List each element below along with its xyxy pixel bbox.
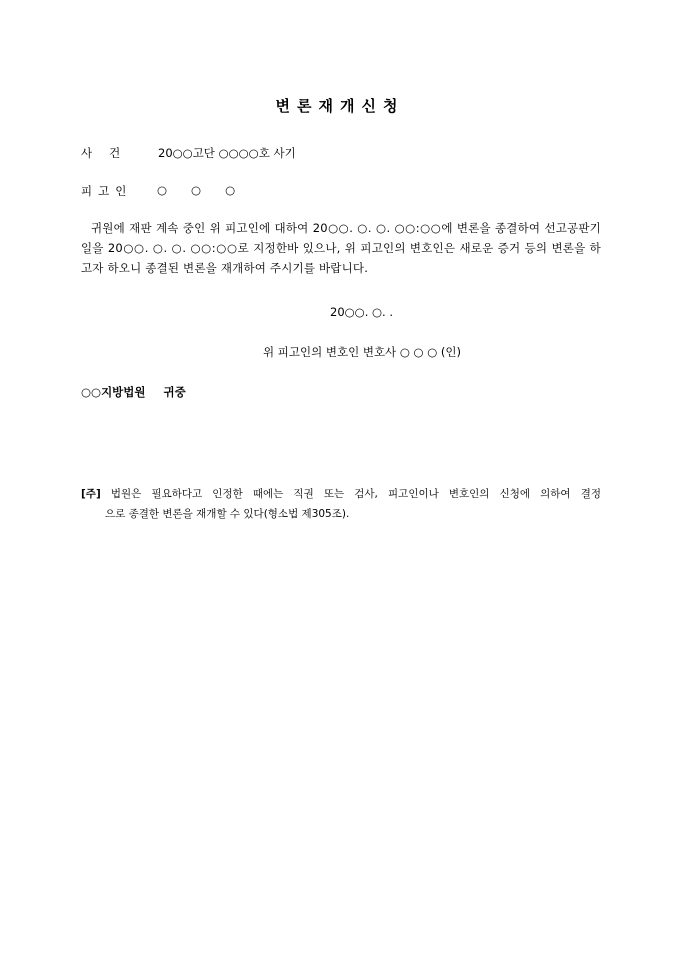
filing-date: 20○○. ○. . — [330, 305, 394, 319]
court-name: ○○지방법원 — [81, 385, 146, 399]
defendant-value: ○○○ — [157, 183, 260, 197]
case-label: 사건 — [81, 146, 138, 160]
request-body: 귀원에 재판 계속 중인 위 피고인에 대하여 20○○. ○. ○. ○○:○○에 변론을 종결하여 선고공판기일을 20○○. ○. ○. ○○:○○로 지정한바 있으나, 위 피고인의 변호인은 새로운 증거 등의 변론을 하고자 하오니 종결된 변론을 재개하여 주시기를 바랍니다. — [81, 221, 601, 275]
signer-line: 위 피고인의 변호인 변호사 ○ ○ ○ (인) — [263, 345, 461, 359]
note-line-1 — [81, 484, 601, 504]
legal-note — [81, 484, 601, 524]
court-suffix: 귀중 — [163, 385, 186, 399]
note-mark: [주] — [81, 488, 101, 500]
note-text-1: 법원은 필요하다고 인정한 때에는 직권 또는 검사, 피고인이나 변호인의 신청에 의하여 결정 — [110, 488, 601, 500]
note-line-2: 으로 종결한 변론을 재개할 수 있다(형소법 제305조). — [105, 508, 350, 520]
case-value: 20○○고단 ○○○○호 사기 — [158, 146, 296, 160]
document-title: 변론재개신청 — [275, 97, 405, 115]
defendant-label: 피고인 — [81, 184, 133, 198]
court-addressee — [81, 384, 186, 400]
